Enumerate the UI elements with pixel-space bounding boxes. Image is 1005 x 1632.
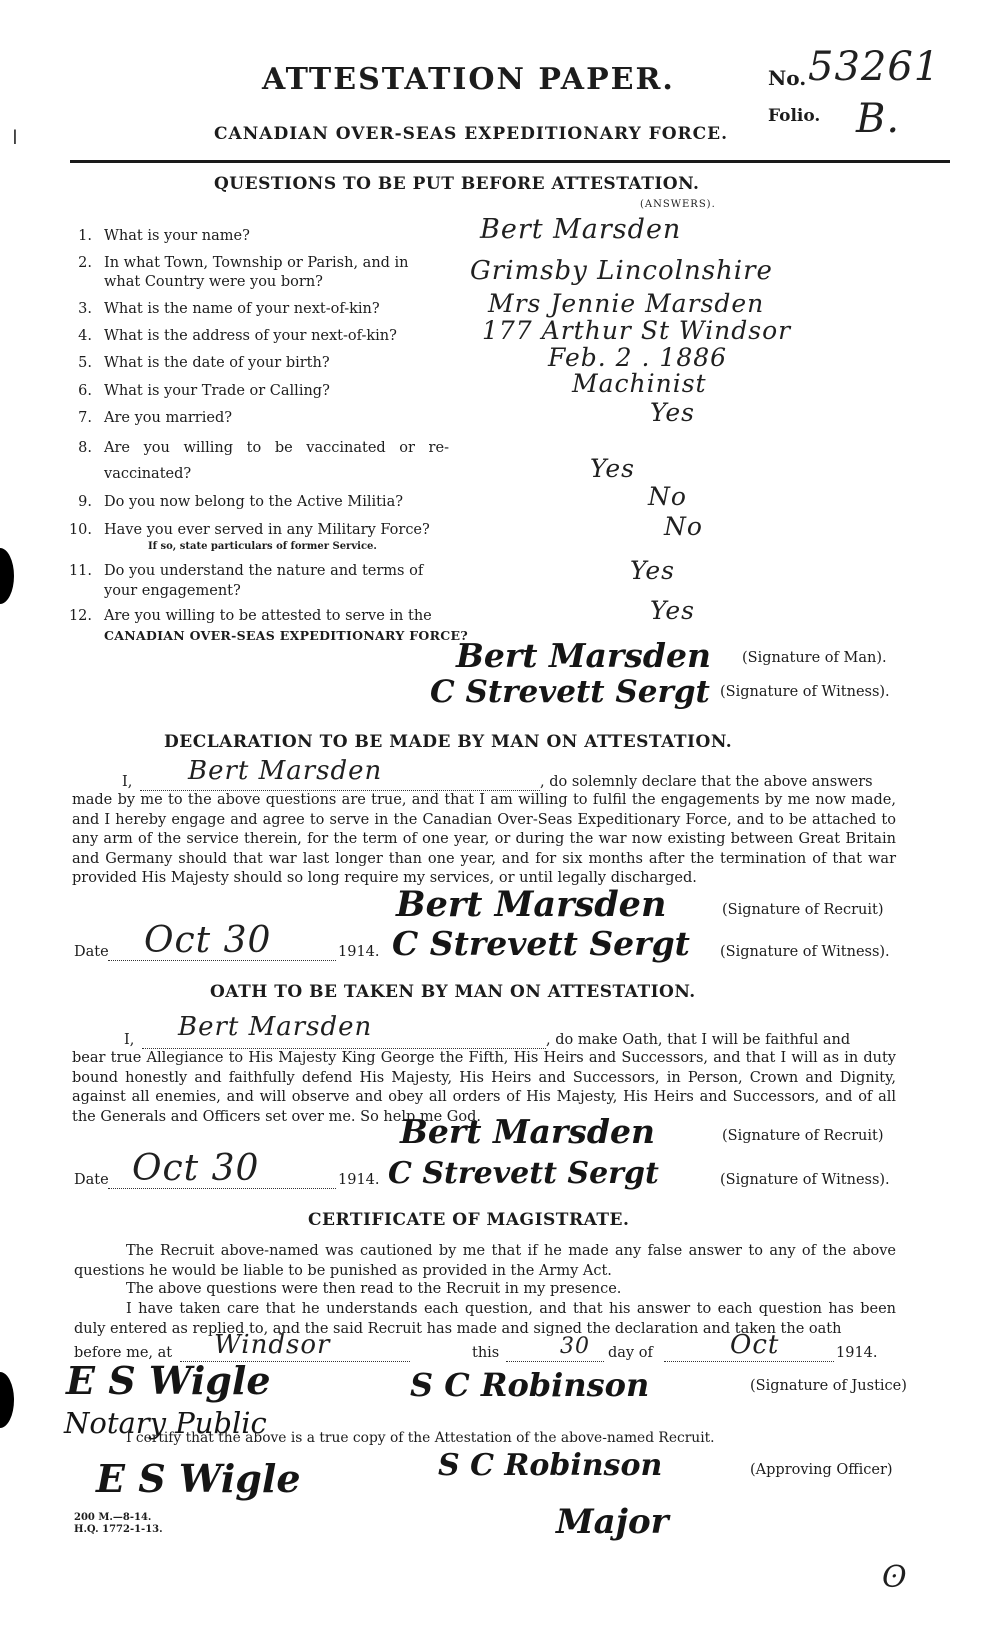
punch-hole-bottom xyxy=(0,1372,14,1428)
oath-name: Bert Marsden xyxy=(178,1012,373,1042)
oath-i: I, xyxy=(124,1032,135,1048)
declaration-text-first: , do solemnly declare that the above answers xyxy=(540,774,873,790)
signature-witness-label: (Signature of Witness). xyxy=(720,684,890,700)
approving-officer-label: (Approving Officer) xyxy=(750,1462,893,1478)
before-me-label: before me, at xyxy=(74,1345,173,1361)
left-signature-2: E S Wigle xyxy=(96,1456,301,1501)
answer-served: No xyxy=(664,512,703,541)
signature-witness: C Strevett Sergt xyxy=(430,674,710,710)
magistrate-paragraph-2: The above questions were then read to the Recruit in my presence. xyxy=(126,1281,622,1297)
question-text: What is the date of your birth? xyxy=(104,355,330,371)
answer-next-of-kin: Mrs Jennie Marsden xyxy=(488,289,765,318)
question-text: Have you ever served in any Military Force? xyxy=(104,522,430,538)
magistrate-year: 1914. xyxy=(836,1345,878,1361)
declaration-name: Bert Marsden xyxy=(188,756,383,786)
answer-birthplace: Grimsby Lincolnshire xyxy=(470,256,773,286)
question-text: What is the address of your next-of-kin? xyxy=(104,328,397,344)
question-number: 12. xyxy=(68,608,92,624)
oath-signature-witness-label: (Signature of Witness). xyxy=(720,1172,890,1188)
signature-justice-label: (Signature of Justice) xyxy=(750,1378,907,1394)
question-text: What is your Trade or Calling? xyxy=(104,383,330,399)
question-number: 8. xyxy=(78,440,92,456)
oath-body: bear true Allegiance to His Majesty King George the Fifth, His Heirs and Successors, and that I will as in duty bound honestly and faithfully defend His Majesty, His Heirs and Successors, in Person, Crown and Dignity, against all enemies, and will observe and obey all orders of His Majesty, His Heirs and Successors, and of all the Generals and Officers set over me. So help me God. xyxy=(72,1050,896,1125)
question-number: 3. xyxy=(78,301,92,317)
oath-year: 1914. xyxy=(338,1172,380,1188)
answer-married: Yes xyxy=(650,398,695,427)
magistrate-place: Windsor xyxy=(214,1330,331,1360)
answer-understand: Yes xyxy=(630,556,675,585)
answer-name: Bert Marsden xyxy=(480,214,682,245)
question-text-2: vaccinated? xyxy=(104,466,192,482)
question-number: 2. xyxy=(78,255,92,271)
question-text-2: CANADIAN OVER-SEAS EXPEDITIONARY FORCE? xyxy=(104,628,468,643)
signature-approving-officer: S C Robinson xyxy=(438,1448,663,1483)
oath-date-line xyxy=(108,1188,336,1189)
month-line xyxy=(664,1361,834,1362)
oath-signature-witness: C Strevett Sergt xyxy=(388,1156,659,1191)
oath-heading: OATH TO BE TAKEN BY MAN ON ATTESTATION. xyxy=(210,982,696,1002)
answers-label: (ANSWERS). xyxy=(640,199,716,210)
declaration-body: made by me to the above questions are true, and that I am willing to fulfil the engagements by me now made, and I hereby engage and agree to serve in the Canadian Over-Seas Expeditionary Force, and to be attached to any arm of the service therein, for the term of one year, or during the war now existing between Great Britain and Germany should that war last longer than one year, and for six months after the termination of that war provided His Majesty should so long require my services, or until legally discharged. xyxy=(72,792,896,887)
question-text: What is the name of your next-of-kin? xyxy=(104,301,380,317)
question-number: 7. xyxy=(78,410,92,426)
print-code-1: 200 M.—8-14. xyxy=(74,1512,152,1523)
answer-willing: Yes xyxy=(650,596,695,625)
declaration-year: 1914. xyxy=(338,944,380,960)
answer-next-of-kin-address: 177 Arthur St Windsor xyxy=(482,316,792,345)
declaration-signature-witness: C Strevett Sergt xyxy=(392,924,690,963)
declaration-date-label: Date xyxy=(74,944,109,960)
question-number: 6. xyxy=(78,383,92,399)
question-number: 5. xyxy=(78,355,92,371)
answer-birth-date: Feb. 2 . 1886 xyxy=(548,343,728,372)
header-rule xyxy=(70,160,950,163)
declaration-date-line xyxy=(108,960,336,961)
answer-militia: No xyxy=(648,482,687,511)
oath-date: Oct 30 xyxy=(132,1148,260,1189)
corner-mark: ʘ xyxy=(882,1560,908,1595)
magistrate-month: Oct xyxy=(730,1330,780,1360)
oath-text-first: , do make Oath, that I will be faithful and xyxy=(546,1032,851,1048)
officer-rank: Major xyxy=(556,1502,669,1542)
left-signature-notary: Notary Public xyxy=(64,1406,267,1440)
declaration-signature-recruit: Bert Marsden xyxy=(396,884,667,925)
question-text-2: what Country were you born? xyxy=(104,274,323,290)
folio-value: B. xyxy=(856,96,901,142)
questions-heading: QUESTIONS TO BE PUT BEFORE ATTESTATION. xyxy=(214,174,700,194)
signature-man-label: (Signature of Man). xyxy=(742,650,887,666)
day-line xyxy=(506,1361,604,1362)
margin-mark: ǀ xyxy=(12,125,18,149)
certify-text: I certify that the above is a true copy of the Attestation of the above-named Recruit. xyxy=(126,1430,715,1446)
declaration-heading: DECLARATION TO BE MADE BY MAN ON ATTESTATION. xyxy=(164,732,733,752)
question-text: Do you now belong to the Active Militia? xyxy=(104,494,403,510)
punch-hole-top xyxy=(0,548,14,604)
question-text: What is your name? xyxy=(104,228,250,244)
answer-vaccinated: Yes xyxy=(590,454,635,483)
document-title: ATTESTATION PAPER. xyxy=(262,62,675,97)
question-text: In what Town, Township or Parish, and in xyxy=(104,255,409,271)
answer-trade: Machinist xyxy=(572,369,707,398)
day-of-label: day of xyxy=(608,1345,653,1361)
question-number: 11. xyxy=(68,563,92,579)
question-text: Are you married? xyxy=(104,410,232,426)
document-subtitle: CANADIAN OVER-SEAS EXPEDITIONARY FORCE. xyxy=(214,124,729,144)
print-code-2: H.Q. 1772-1-13. xyxy=(74,1524,163,1535)
number-label: No. xyxy=(768,66,807,90)
magistrate-day: 30 xyxy=(560,1334,590,1359)
signature-man: Bert Marsden xyxy=(456,636,711,675)
oath-signature-recruit: Bert Marsden xyxy=(400,1112,655,1151)
oath-date-label: Date xyxy=(74,1172,109,1188)
magistrate-heading: CERTIFICATE OF MAGISTRATE. xyxy=(308,1210,630,1230)
left-signature-1: E S Wigle xyxy=(66,1358,271,1403)
question-text: Are you willing to be vaccinated or re- xyxy=(104,440,449,456)
question-text: Are you willing to be attested to serve in the xyxy=(104,608,432,624)
question-number: 10. xyxy=(68,522,92,538)
declaration-date: Oct 30 xyxy=(144,920,272,961)
question-text: Do you understand the nature and terms of xyxy=(104,563,424,579)
question-number: 9. xyxy=(78,494,92,510)
declaration-signature-recruit-label: (Signature of Recruit) xyxy=(722,902,884,918)
number-value: 53261 xyxy=(808,44,941,90)
declaration-signature-witness-label: (Signature of Witness). xyxy=(720,944,890,960)
question-number: 4. xyxy=(78,328,92,344)
signature-justice: S C Robinson xyxy=(410,1366,650,1404)
magistrate-paragraph-3: I have taken care that he understands each question, and that his answer to each question has been duly entered as replied to, and the said Recruit has made and signed the declaration and taken the oath xyxy=(74,1301,896,1337)
oath-signature-recruit-label: (Signature of Recruit) xyxy=(722,1128,884,1144)
question-text-2: your engagement? xyxy=(104,583,241,599)
this-label: this xyxy=(472,1345,500,1361)
question-number: 1. xyxy=(78,228,92,244)
question-note: If so, state particulars of former Service. xyxy=(148,541,377,552)
declaration-i: I, xyxy=(122,774,133,790)
magistrate-paragraph-1: The Recruit above-named was cautioned by me that if he made any false answer to any of the above questions he would be liable to be punished as provided in the Army Act. xyxy=(74,1243,896,1279)
folio-label: Folio. xyxy=(768,106,821,126)
